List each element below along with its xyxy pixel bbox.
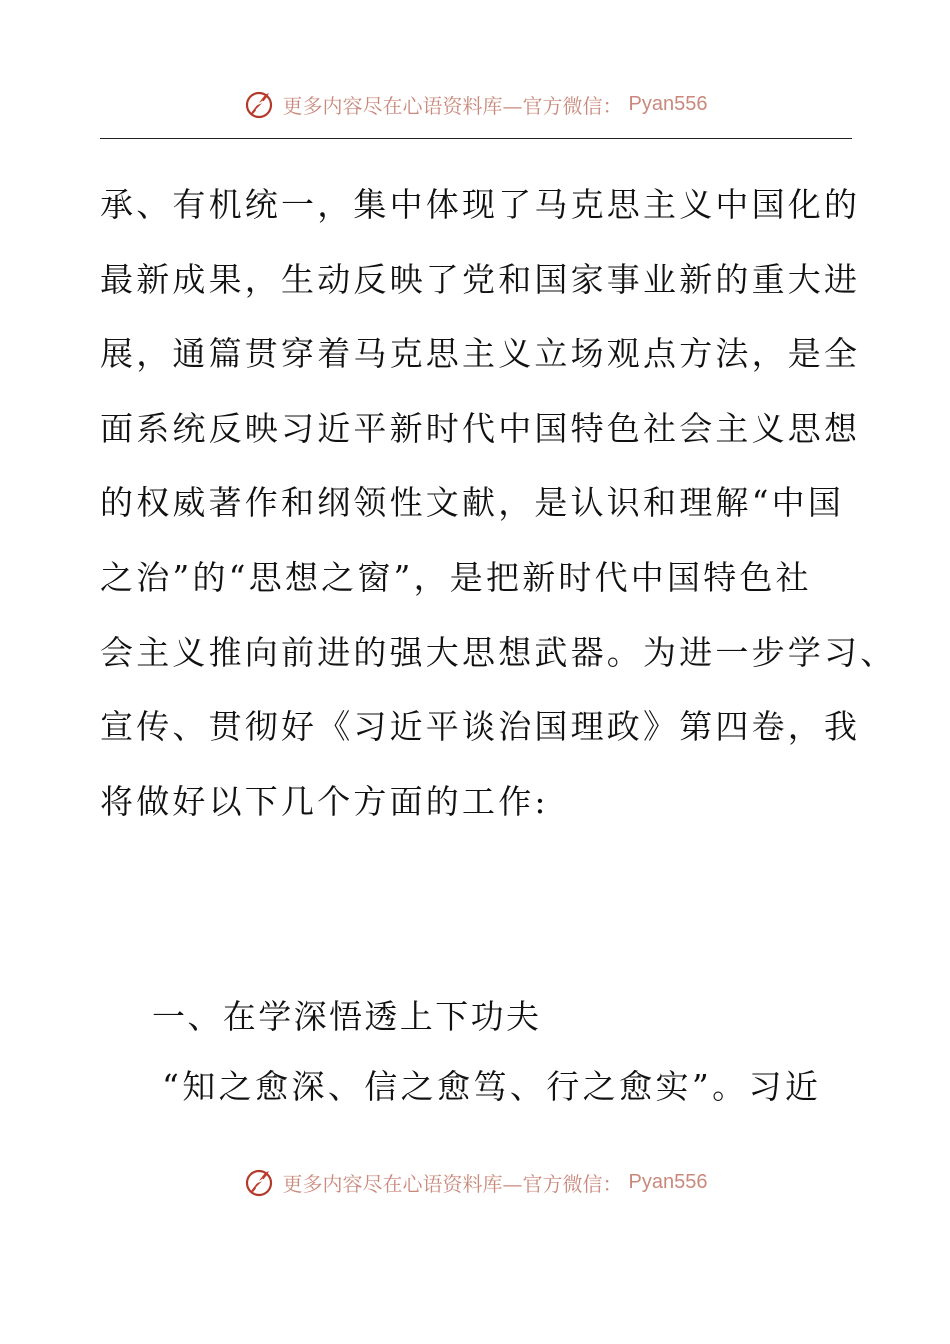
body-paragraph bbox=[100, 168, 897, 839]
header-banner bbox=[0, 86, 950, 122]
paragraph-line: 将做好以下几个方面的工作: bbox=[100, 781, 549, 821]
paragraph-line: 展，通篇贯穿着马克思主义立场观点方法，是全 bbox=[100, 334, 861, 374]
footer-banner bbox=[0, 1164, 950, 1200]
quill-seal-icon bbox=[243, 1165, 277, 1199]
header-banner-text: 更多内容尽在心语资料库—官方微信： bbox=[282, 93, 623, 118]
paragraph-line: 之治”的“思想之窗”，是把新时代中国特色社 bbox=[100, 557, 812, 597]
section-heading: 一、在学深悟透上下功夫 bbox=[152, 997, 542, 1036]
paragraph-line: 的权威著作和纲领性文献，是认识和理解“中国 bbox=[100, 483, 845, 523]
quill-seal-icon bbox=[243, 87, 277, 121]
paragraph-line: 最新成果，生动反映了党和国家事业新的重大进 bbox=[100, 259, 861, 299]
paragraph-line: 承、有机统一，集中体现了马克思主义中国化的 bbox=[100, 185, 861, 224]
section-first-line: “知之愈深、信之愈笃、行之愈实”。习近 bbox=[162, 1067, 822, 1106]
footer-banner-text: 更多内容尽在心语资料库—官方微信： bbox=[282, 1171, 623, 1196]
paragraph-line: 宣传、贯彻好《习近平谈治国理政》第四卷，我 bbox=[100, 707, 861, 747]
header-banner-handle: Pyan556 bbox=[628, 92, 708, 115]
paragraph-line: 会主义推向前进的强大思想武器。为进一步学习、 bbox=[100, 632, 897, 672]
paragraph-line: 面系统反映习近平新时代中国特色社会主义思想 bbox=[100, 408, 861, 448]
footer-banner-handle: Pyan556 bbox=[628, 1170, 708, 1193]
header-divider bbox=[100, 138, 852, 139]
